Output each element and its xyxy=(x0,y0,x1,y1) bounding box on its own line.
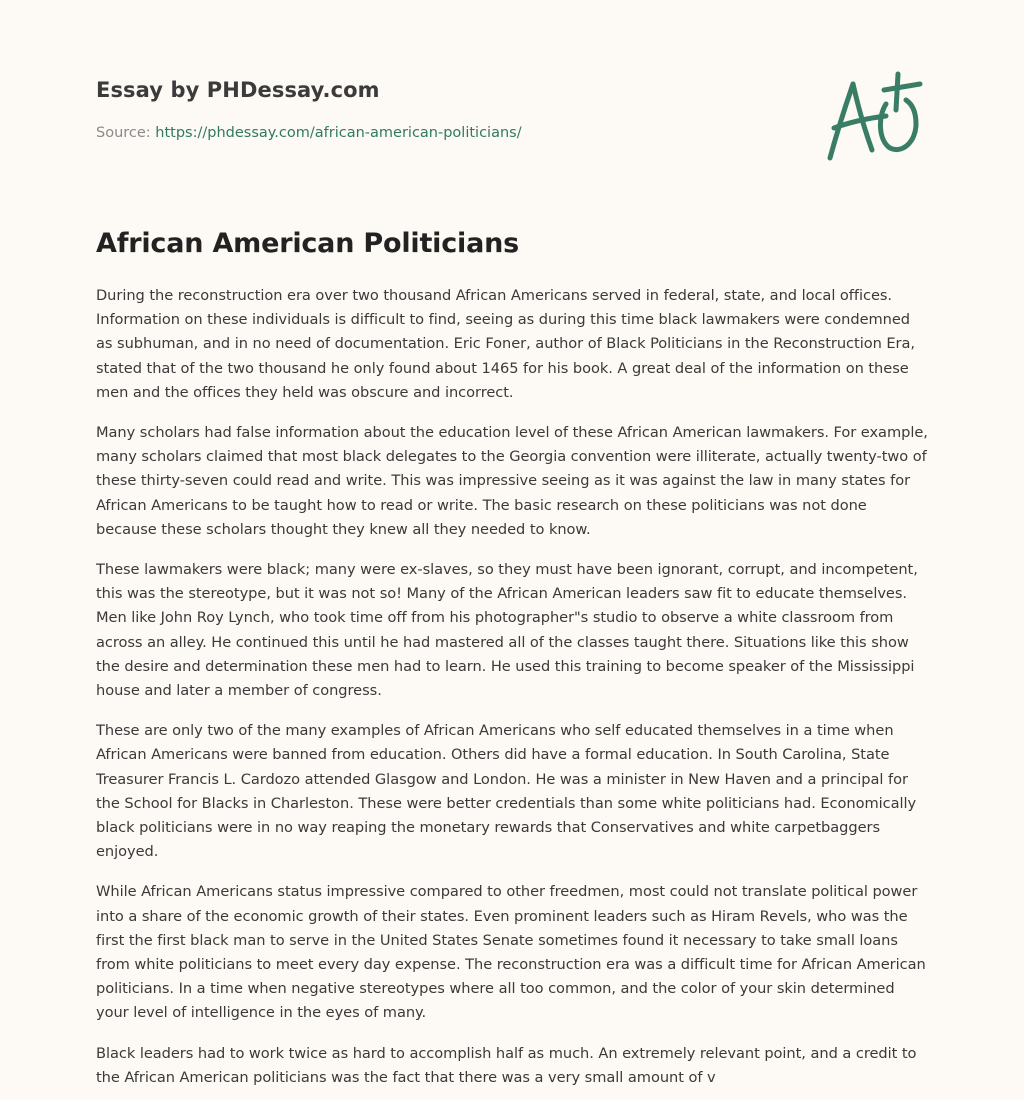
essay-paragraph: While African Americans status impressive compared to other freedmen, most could not translate political power into a share of the economic growth of their states. Even prominent leaders such as Hiram Revels, who was the first the first black man to serve in the United States Senate sometimes found it necessary to take small loans from white politicians to meet every day expense. The reconstruction era was a difficult time for African American politicians. In a time when negative stereotypes where all too common, and the color of your skin determined your level of intelligence in the eyes of many. xyxy=(96,883,926,1022)
essay-paragraph: These lawmakers were black; many were ex-slaves, so they must have been ignorant, corrupt, and incompetent, this was the stereotype, but it was not so! Many of the African American leaders saw fit to educate themselves. Men like John Roy Lynch, who took time off from his photographer"s studio to observe a white classroom from across an alley. He continued this until he had mastered all of the classes taught there. Situations like this show the desire and determination these men had to learn. He used this training to become speaker of the Mississippi house and later a member of congress. xyxy=(96,561,918,700)
essay-title: African American Politicians xyxy=(96,228,519,259)
source-line xyxy=(96,123,796,143)
brand-title: Essay by PHDessay.com xyxy=(96,78,380,102)
a-plus-grade-icon xyxy=(820,66,930,166)
essay-body xyxy=(96,284,928,1100)
essay-paragraph: These are only two of the many examples of African Americans who self educated themselves in a time when African Americans were banned from education. Others did have a formal education. In South Carolina, State Treasurer Francis L. Cardozo attended Glasgow and London. He was a minister in New Haven and a principal for the School for Blacks in Charleston. These were better credentials than some white politicians had. Economically black politicians were in no way reaping the monetary rewards that Conservatives and white carpetbaggers enjoyed. xyxy=(96,722,917,861)
page-header xyxy=(96,76,796,143)
source-link[interactable]: https://phdessay.com/african-american-politicians/ xyxy=(155,125,522,141)
essay-paragraph: Black leaders had to work twice as hard to accomplish half as much. An extremely relevant point, and a credit to the African American politicians was the fact that there was a very small amount of v xyxy=(96,1044,917,1086)
essay-paragraph: During the reconstruction era over two thousand African Americans served in federal, state, and local offices. Information on these individuals is difficult to find, seeing as during this time black lawmakers were condemned as subhuman, and in no need of documentation. Eric Foner, author of Black Politicians in the Reconstruction Era, stated that of the two thousand he only found about 1465 for his book. A great deal of the information on these men and the offices they held was obscure and incorrect. xyxy=(96,287,915,401)
source-label: Source: xyxy=(96,125,151,141)
essay-paragraph: Many scholars had false information about the education level of these African American lawmakers. For example, many scholars claimed that most black delegates to the Georgia convention were illiterate, actually twenty-two of these thirty-seven could read and write. This was impressive seeing as it was against the law in many states for African Americans to be taught how to read or write. The basic research on these politicians was not done because these scholars thought they knew all they needed to know. xyxy=(96,424,928,538)
